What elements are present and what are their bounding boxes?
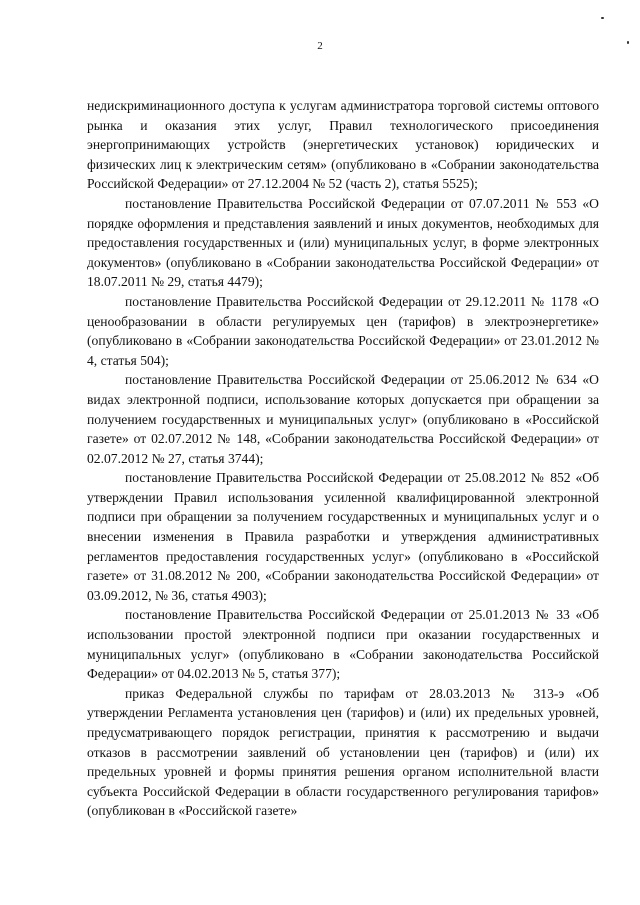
paragraph-decree-634: постановление Правительства Российской Федерации от 25.06.2012 № 634 «О видах электронной подписи, использование которых допускается при обращении за получением государственных и муниципальных услуг» (опубликовано в «Российской газете» от 02.07.2012 № 148, «Собрании законодательства Российской Федерации» от 02.07.2012 № 27, статья 3744); xyxy=(87,372,599,466)
paragraph-decree-553: постановление Правительства Российской Федерации от 07.07.2011 № 553 «О порядке оформления и представления заявлений и иных документов, необходимых для предоставления государственных и (или) муниципальных услуг, в форме электронных документов» (опубликовано в «Собрании законодательства Российской Федерации» от 18.07.2011 № 29, статья 4479); xyxy=(87,195,599,290)
paragraph-continuation: недискриминационного доступа к услугам администратора торговой системы оптового рынка и оказания этих услуг, Правил технологического присоединения энергопринимающих устройств (энергетических установок) юридических и физических лиц к электрическим сетям» (опубликовано в «Собрании законодательства Российской Федерации» от 27.12.2004 № 52 (часть 2), статья 5525); xyxy=(87,98,599,192)
paragraph-order-313e: приказ Федеральной службы по тарифам от 28.03.2013 № 313-э «Об утверждении Регламента установления цен (тарифов) и (или) их предельных уровней, предусматривающего порядок регистрации, принятия к рассмотрению и выдачи отказов в рассмотрении заявлений об установлении цен (тарифов) и (или) их предельных уровней и формы принятия решения органом исполнительной власти субъекта Российской Федерации в области государственного регулирования тарифов» (опубликован в «Российской газете» xyxy=(87,685,599,819)
page-number: 2 xyxy=(317,40,323,52)
paragraph-decree-1178: постановление Правительства Российской Федерации от 29.12.2011 № 1178 «О ценообразовании в области регулируемых цен (тарифов) в электроэнергетике» (опубликовано в «Собрании законодательства Российской Федерации» от 23.01.2012 № 4, статья 504); xyxy=(87,293,599,368)
scan-speck xyxy=(601,17,604,19)
paragraph-decree-33: постановление Правительства Российской Федерации от 25.01.2013 № 33 «Об использовании простой электронной подписи при оказании государственных и муниципальных услуг» (опубликовано в «Собрании законодательства Российской Федерации» от 04.02.2013 № 5, статья 377); xyxy=(87,607,599,682)
paragraph-decree-852: постановление Правительства Российской Федерации от 25.08.2012 № 852 «Об утверждении Правил использования усиленной квалифицированной электронной подписи при обращении за получением государственных и муниципальных услуг и о внесении изменения в Правила разработки и утверждения административных регламентов предоставления государственных услуг» (опубликовано в «Российской газете» от 31.08.2012 № 200, «Собрании законодательства Российской Федерации» от 03.09.2012, № 36, статья 4903); xyxy=(87,470,599,603)
document-body xyxy=(87,96,599,821)
